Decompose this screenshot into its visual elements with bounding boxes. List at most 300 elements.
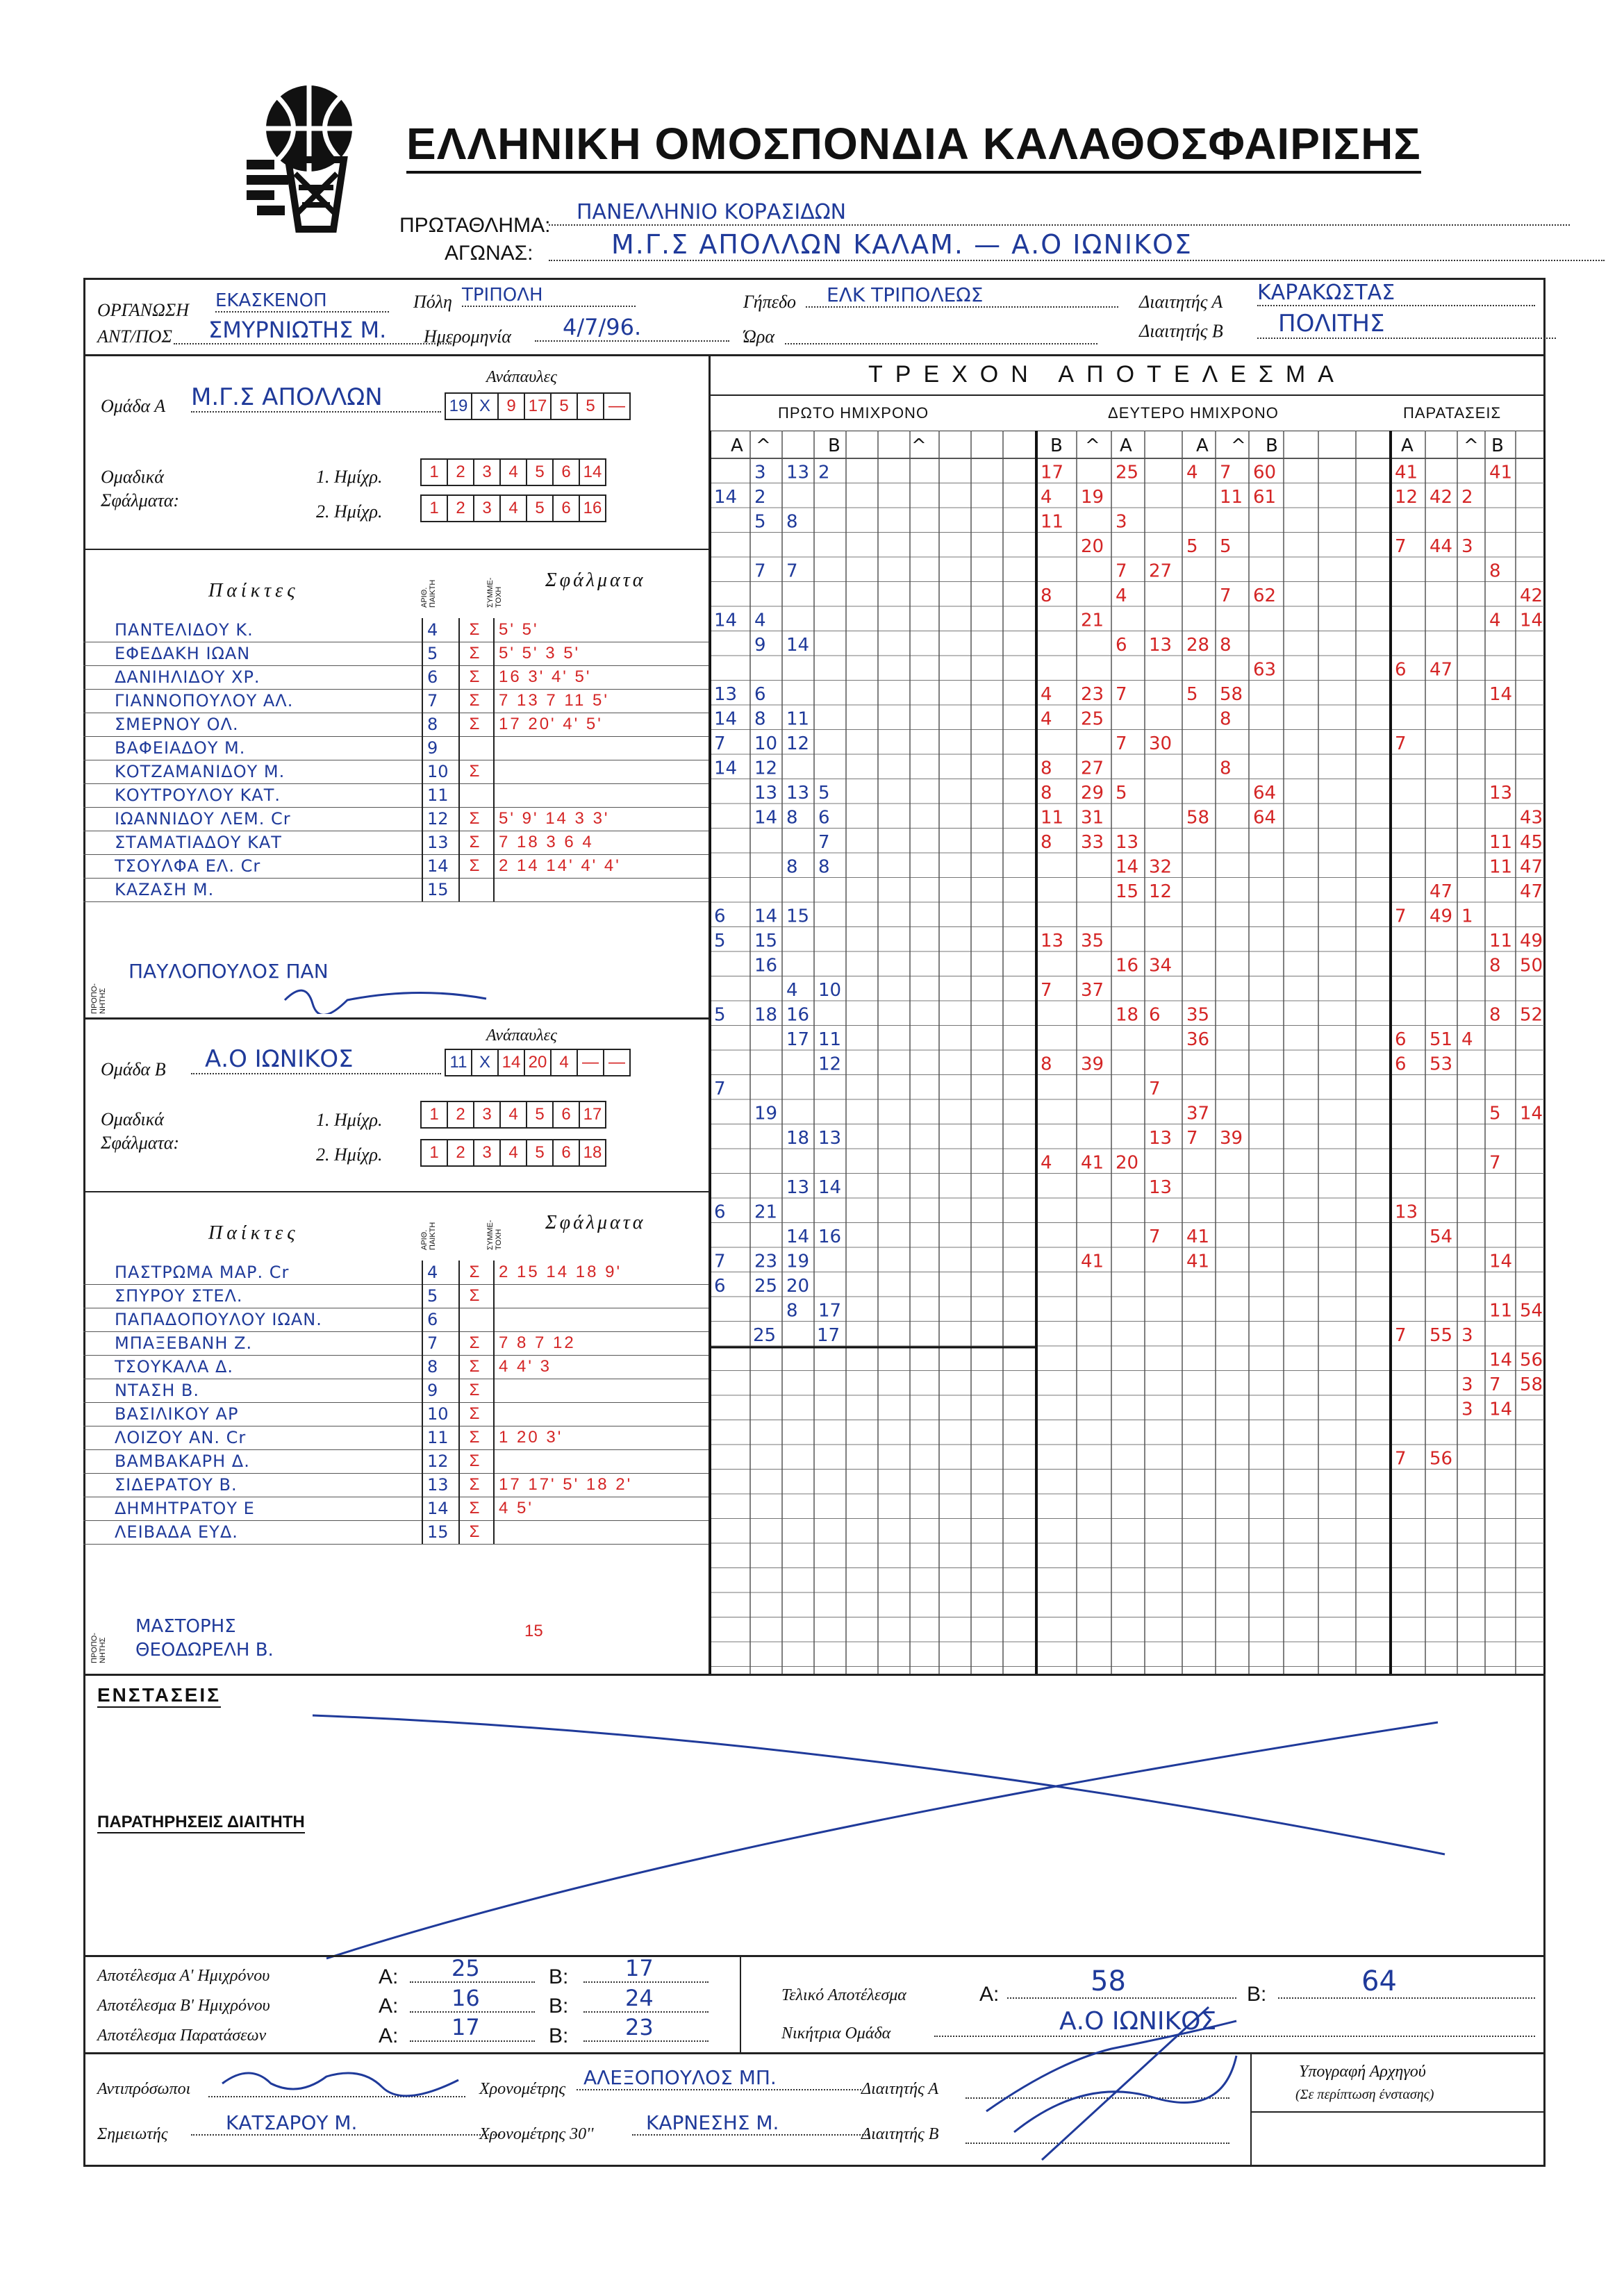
score-entry: 11 bbox=[818, 1029, 842, 1050]
score-entry: 14 bbox=[714, 487, 738, 508]
match-label: ΑΓΩΝΑΣ: bbox=[445, 242, 533, 265]
square-cell: 5 bbox=[526, 494, 554, 522]
player-row bbox=[83, 831, 709, 855]
running-score-grid bbox=[710, 431, 1546, 1674]
player-row bbox=[83, 878, 709, 902]
team-a-part-header: ΣΥΜΜΕ-ΤΟΧΗ bbox=[486, 577, 503, 608]
player-row bbox=[83, 783, 709, 808]
team-a-half1-fouls bbox=[420, 458, 605, 486]
square-cell: 2 bbox=[447, 1139, 474, 1167]
col-a-header: Α bbox=[1196, 435, 1209, 456]
player-fouls bbox=[493, 1379, 709, 1402]
player-number: 13 bbox=[422, 1473, 449, 1497]
player-name: ΔΑΝΙΗΛΙΔΟΥ ΧΡ. bbox=[115, 667, 260, 687]
player-name: ΣΠΥΡΟΥ ΣΤΕΛ. bbox=[115, 1286, 243, 1306]
score-entry: 20 bbox=[1116, 1152, 1139, 1174]
player-fouls: 5' 9' 14 3 3' bbox=[493, 807, 709, 831]
player-participation: Σ bbox=[458, 1473, 489, 1497]
half2-a-value: 16 bbox=[410, 1985, 535, 2013]
half1-b-label: Β: bbox=[549, 1965, 569, 1988]
player-participation: Σ bbox=[458, 1449, 489, 1473]
score-entry: 11 bbox=[1041, 807, 1064, 829]
player-number: 13 bbox=[422, 831, 449, 854]
protests-cross-out bbox=[299, 1695, 1480, 1972]
representatives-label: Αντιπρόσωποι bbox=[97, 2080, 191, 2098]
score-entry: 15 bbox=[786, 906, 810, 927]
player-participation: Σ bbox=[458, 1497, 489, 1520]
score-entry: 16 bbox=[754, 955, 778, 976]
ot-b-value: 23 bbox=[583, 2014, 709, 2042]
player-number: 5 bbox=[422, 1284, 449, 1308]
score-entry: 7 bbox=[1395, 906, 1407, 927]
divider bbox=[83, 1191, 709, 1192]
score-entry: 14 bbox=[714, 610, 738, 631]
player-name: ΒΑΦΕΙΑΔΟΥ Μ. bbox=[115, 738, 246, 758]
player-name: ΚΟΤΖΑΜΑΝΙΔΟΥ Μ. bbox=[115, 762, 285, 781]
score-entry: 13 bbox=[1149, 635, 1173, 656]
score-entry: 4 bbox=[786, 980, 798, 1001]
score-entry: 60 bbox=[1253, 462, 1277, 483]
col-a-header: Α bbox=[1120, 435, 1132, 456]
score-entry: 8 bbox=[1489, 1004, 1501, 1026]
score-entry: 8 bbox=[818, 856, 830, 878]
score-entry: 53 bbox=[1430, 1054, 1453, 1075]
score-entry: 37 bbox=[1186, 1103, 1210, 1124]
score-entry: 20 bbox=[1081, 536, 1104, 557]
team-b-half2-fouls bbox=[420, 1139, 605, 1167]
score-entry: 4 bbox=[1461, 1029, 1473, 1050]
player-name: ΛΕΙΒΑΔΑ ΕΥΔ. bbox=[115, 1522, 238, 1542]
score-entry: 35 bbox=[1081, 931, 1104, 951]
score-entry: 3 bbox=[1461, 1399, 1473, 1420]
score-entry: 8 bbox=[786, 511, 798, 533]
player-number: 8 bbox=[422, 1355, 449, 1379]
player-name: ΣΤΑΜΑΤΙΑΔΟΥ ΚΑΤ bbox=[115, 833, 282, 852]
player-row bbox=[83, 1426, 709, 1450]
col-a-header: Α bbox=[1401, 435, 1414, 456]
square-cell: 3 bbox=[473, 494, 501, 522]
player-fouls: 4 5' bbox=[493, 1497, 709, 1520]
score-entry: 7 bbox=[1220, 462, 1232, 483]
team-a-players-header: Παίκτες bbox=[208, 580, 299, 601]
col-b-header: Β bbox=[1050, 435, 1063, 456]
player-number: 8 bbox=[422, 713, 449, 736]
final-a-value: 58 bbox=[1007, 1965, 1236, 1999]
score-entry: 14 bbox=[714, 708, 738, 730]
score-entry: 13 bbox=[818, 1128, 842, 1149]
player-fouls bbox=[493, 1308, 709, 1331]
square-cell: — bbox=[577, 1049, 604, 1076]
score-entry: 5 bbox=[754, 511, 766, 533]
score-entry: 13 bbox=[1149, 1128, 1173, 1149]
referee-a-sign-label: Διαιτητής Α bbox=[861, 2080, 938, 2098]
team-a-coach-signature bbox=[278, 979, 500, 1017]
player-fouls bbox=[493, 760, 709, 783]
court-value: ΕΛΚ ΤΡΙΠΟΛΕΩΣ bbox=[806, 283, 1118, 308]
score-entry: 10 bbox=[818, 980, 842, 1001]
team-b-team-fouls-label: Ομαδικά Σφάλματα: bbox=[101, 1109, 180, 1153]
divider bbox=[740, 1955, 741, 2052]
player-name: ΒΑΜΒΑΚΑΡΗ Δ. bbox=[115, 1451, 250, 1471]
timekeeper-value: ΑΛΕΞΟΠΟΥΛΟΣ ΜΠ. bbox=[577, 2066, 861, 2090]
divider bbox=[1250, 2111, 1546, 2113]
square-cell: 3 bbox=[473, 458, 501, 486]
score-entry: 12 bbox=[1395, 487, 1418, 508]
player-fouls: 1 20 3' bbox=[493, 1426, 709, 1449]
player-number: 4 bbox=[422, 1261, 449, 1284]
score-entry: 5 bbox=[714, 1004, 726, 1026]
score-entry: 8 bbox=[1220, 635, 1232, 656]
time-value bbox=[785, 319, 1097, 344]
score-entry: 49 bbox=[1520, 931, 1543, 951]
score-entry: 13 bbox=[1041, 931, 1064, 951]
player-participation: Σ bbox=[458, 760, 489, 783]
score-entry: 64 bbox=[1253, 807, 1277, 829]
player-row bbox=[83, 1473, 709, 1497]
half1-b-value: 17 bbox=[583, 1955, 709, 1983]
score-entry: 13 bbox=[786, 1177, 810, 1198]
score-entry: 7 bbox=[1149, 1079, 1161, 1099]
score-entry: 41 bbox=[1395, 462, 1418, 483]
score-entry: 14 bbox=[1520, 1103, 1543, 1124]
score-entry: 6 bbox=[1395, 659, 1407, 681]
score-entry: 52 bbox=[1520, 1004, 1543, 1026]
player-participation: Σ bbox=[458, 1426, 489, 1449]
score-entry: 39 bbox=[1220, 1128, 1243, 1149]
player-row bbox=[83, 1497, 709, 1521]
score-entry: 3 bbox=[754, 462, 766, 483]
score-entry: 8 bbox=[1220, 758, 1232, 779]
player-row bbox=[83, 1449, 709, 1474]
square-cell: 5 bbox=[526, 1139, 554, 1167]
score-entry: 3 bbox=[1461, 1374, 1473, 1395]
first-half-header: ΠΡΩΤΟ ΗΜΙΧΡΟΝΟ bbox=[778, 404, 929, 422]
score-entry: 5 bbox=[714, 931, 726, 951]
score-entry: 8 bbox=[1041, 758, 1052, 779]
score-entry: 6 bbox=[714, 906, 726, 927]
player-row bbox=[83, 713, 709, 737]
score-entry: 6 bbox=[1149, 1004, 1161, 1026]
team-b-fouls-header: Σφάλματα bbox=[545, 1212, 646, 1233]
player-row bbox=[83, 1402, 709, 1426]
score-entry: 51 bbox=[1430, 1029, 1453, 1050]
score-entry: 44 bbox=[1430, 536, 1453, 557]
square-cell: 4 bbox=[499, 1101, 527, 1129]
score-entry: 11 bbox=[1041, 511, 1064, 533]
team-a-timeouts bbox=[445, 392, 629, 420]
player-row bbox=[83, 760, 709, 784]
score-entry: 5 bbox=[1220, 536, 1232, 557]
score-entry: 3 bbox=[1461, 1325, 1473, 1346]
final-b-value: 64 bbox=[1278, 1965, 1535, 1999]
score-entry: 5 bbox=[1186, 684, 1198, 705]
player-fouls bbox=[493, 878, 709, 901]
score-entry: 4 bbox=[1041, 487, 1052, 508]
team-a-half2-label: 2. Ημίχρ. bbox=[316, 501, 383, 522]
score-entry: 36 bbox=[1186, 1029, 1210, 1050]
player-number: 12 bbox=[422, 1449, 449, 1473]
score-entry: 58 bbox=[1220, 684, 1243, 705]
square-cell: 4 bbox=[499, 1139, 527, 1167]
player-name: ΤΣΟΥΚΑΛΑ Δ. bbox=[115, 1357, 234, 1376]
score-entry: 4 bbox=[1489, 610, 1501, 631]
player-row bbox=[83, 1379, 709, 1403]
player-number: 9 bbox=[422, 1379, 449, 1402]
divider bbox=[83, 1955, 1546, 1957]
square-cell: 4 bbox=[499, 458, 527, 486]
score-entry: 7 bbox=[1116, 684, 1127, 705]
team-a-half1-label: 1. Ημίχρ. bbox=[316, 467, 383, 487]
score-entry: 17 bbox=[1041, 462, 1064, 483]
square-cell: 5 bbox=[550, 392, 578, 420]
player-number: 15 bbox=[422, 1520, 449, 1544]
final-result-label: Τελικό Αποτέλεσμα bbox=[781, 1986, 906, 2004]
score-entry: 8 bbox=[786, 1300, 798, 1322]
player-name: ΔΗΜΗΤΡΑΤΟΥ Ε bbox=[115, 1499, 255, 1518]
team-a-coach: ΠΑΥΛΟΠΟΥΛΟΣ ΠΑΝ bbox=[129, 960, 329, 983]
player-fouls bbox=[493, 783, 709, 807]
player-participation bbox=[458, 1308, 489, 1331]
score-entry: 5 bbox=[1186, 536, 1198, 557]
captain-sig-label: Υπογραφή Αρχηγού bbox=[1299, 2063, 1426, 2081]
col-arrow-header: ^ bbox=[1085, 435, 1100, 456]
player-participation: Σ bbox=[458, 689, 489, 713]
player-participation: Σ bbox=[458, 1520, 489, 1544]
player-name: ΕΦΕΔΑΚΗ ΙΩΑΝ bbox=[115, 644, 251, 663]
representatives-signature bbox=[208, 2063, 465, 2097]
square-cell: 9 bbox=[497, 392, 525, 420]
team-b-timeouts bbox=[445, 1049, 629, 1076]
score-entry: 29 bbox=[1081, 783, 1104, 804]
player-participation: Σ bbox=[458, 1379, 489, 1402]
score-entry: 20 bbox=[786, 1276, 810, 1297]
shot-clock-label: Χρονομέτρης 30'' bbox=[479, 2125, 594, 2143]
player-participation: Σ bbox=[458, 642, 489, 665]
team-b-part-header: ΣΥΜΜΕ-ΤΟΧΗ bbox=[486, 1220, 503, 1250]
score-entry: 4 bbox=[1041, 1152, 1052, 1174]
score-entry: 18 bbox=[786, 1128, 810, 1149]
score-entry: 56 bbox=[1430, 1448, 1453, 1470]
second-half-header: ΔΕΥΤΕΡΟ ΗΜΙΧΡΟΝΟ bbox=[1108, 404, 1279, 422]
score-entry: 8 bbox=[786, 807, 798, 829]
score-entry: 25 bbox=[1116, 462, 1139, 483]
player-row bbox=[83, 1355, 709, 1379]
score-entry: 2 bbox=[1461, 487, 1473, 508]
player-fouls: 2 15 14 18 9' bbox=[493, 1261, 709, 1284]
score-entry: 12 bbox=[754, 758, 778, 779]
score-entry: 7 bbox=[714, 1251, 726, 1272]
referee-b-sign-label: Διαιτητής Β bbox=[861, 2125, 939, 2143]
championship-label: ΠΡΩΤΑΘΛΗΜΑ: bbox=[399, 214, 551, 237]
score-entry: 39 bbox=[1081, 1054, 1104, 1075]
score-entry: 41 bbox=[1081, 1251, 1104, 1272]
score-entry: 13 bbox=[1149, 1177, 1173, 1198]
score-entry: 19 bbox=[786, 1251, 810, 1272]
col-arrow-header: ^ bbox=[1464, 435, 1479, 456]
divider bbox=[710, 394, 1546, 396]
col-a-header: Α bbox=[731, 435, 743, 456]
player-name: ΜΠΑΞΕΒΑΝΗ Ζ. bbox=[115, 1333, 253, 1353]
score-entry: 27 bbox=[1081, 758, 1104, 779]
square-cell: 20 bbox=[524, 1049, 552, 1076]
score-entry: 5 bbox=[1116, 783, 1127, 804]
divider bbox=[83, 354, 1546, 356]
score-entry: 58 bbox=[1520, 1374, 1543, 1395]
scorer-value: ΚΑΤΣΑΡΟΥ Μ. bbox=[191, 2111, 500, 2136]
square-cell: 5 bbox=[526, 458, 554, 486]
score-entry: 54 bbox=[1520, 1300, 1543, 1322]
final-a-label: Α: bbox=[979, 1983, 1000, 2006]
score-entry: 41 bbox=[1186, 1226, 1210, 1247]
score-entry: 16 bbox=[786, 1004, 810, 1026]
team-a-label: Ομάδα Α bbox=[101, 396, 166, 416]
player-participation bbox=[458, 783, 489, 807]
player-row bbox=[83, 1331, 709, 1356]
score-entry: 28 bbox=[1186, 635, 1210, 656]
player-fouls: 5' 5' bbox=[493, 618, 709, 642]
score-entry: 14 bbox=[714, 758, 738, 779]
col-arrow-header: ^ bbox=[911, 435, 927, 456]
shot-clock-value: ΚΑΡΝΕΣΗΣ Μ. bbox=[632, 2111, 868, 2136]
score-entry: 7 bbox=[714, 733, 726, 754]
score-entry: 43 bbox=[1520, 807, 1543, 829]
score-entry: 7 bbox=[1395, 1448, 1407, 1470]
score-entry: 17 bbox=[786, 1029, 810, 1050]
square-cell: 2 bbox=[447, 458, 474, 486]
score-entry: 16 bbox=[818, 1226, 842, 1247]
player-number: 5 bbox=[422, 642, 449, 665]
player-number: 10 bbox=[422, 760, 449, 783]
square-cell: 4 bbox=[550, 1049, 578, 1076]
score-entry: 14 bbox=[1116, 856, 1139, 878]
representative-label: ΑΝΤ/ΠΟΣ bbox=[97, 326, 172, 347]
score-entry: 4 bbox=[1116, 585, 1127, 606]
square-cell: 3 bbox=[473, 1101, 501, 1129]
score-entry: 6 bbox=[818, 807, 830, 829]
team-a-half2-fouls bbox=[420, 494, 605, 522]
score-entry: 55 bbox=[1430, 1325, 1453, 1346]
player-number: 15 bbox=[422, 878, 449, 901]
half2-a-label: Α: bbox=[379, 1995, 399, 2018]
half2-b-label: Β: bbox=[549, 1995, 569, 2018]
referee-a-value: ΚΑΡΑΚΩΣΤΑΣ bbox=[1257, 281, 1535, 306]
player-row bbox=[83, 642, 709, 666]
score-entry: 14 bbox=[786, 1226, 810, 1247]
player-row bbox=[83, 1520, 709, 1545]
player-name: ΚΑΖΑΣΗ Μ. bbox=[115, 880, 215, 899]
player-name: ΠΑΣΤΡΩΜΑ ΜΑΡ. Cr bbox=[115, 1263, 290, 1282]
referee-b-label: Διαιτητής Β bbox=[1139, 321, 1223, 341]
protests-label: ΕΝΣΤΑΣΕΙΣ bbox=[97, 1684, 221, 1708]
score-entry: 8 bbox=[786, 856, 798, 878]
city-value: ΤΡΙΠΟΛΗ bbox=[462, 285, 636, 307]
team-b-coach-note: 15 bbox=[524, 1622, 543, 1640]
referee-signature-scribble bbox=[972, 1993, 1250, 2174]
square-cell: 14 bbox=[579, 458, 606, 486]
score-entry: 14 bbox=[1489, 1399, 1513, 1420]
divider bbox=[83, 1674, 1546, 1676]
col-b-header: Β bbox=[1491, 435, 1504, 456]
col-arrow-header: ^ bbox=[1231, 435, 1246, 456]
score-entry: 7 bbox=[1489, 1152, 1501, 1174]
square-cell: 11 bbox=[445, 1049, 472, 1076]
col-b-header: Β bbox=[828, 435, 840, 456]
square-cell: 3 bbox=[473, 1139, 501, 1167]
score-entry: 23 bbox=[1081, 684, 1104, 705]
score-entry: 45 bbox=[1520, 832, 1543, 853]
score-entry: 8 bbox=[1220, 708, 1232, 730]
player-number: 14 bbox=[422, 1497, 449, 1520]
score-entry: 18 bbox=[754, 1004, 778, 1026]
score-entry: 47 bbox=[1430, 881, 1453, 902]
basketball-icon bbox=[240, 83, 358, 236]
score-entry: 4 bbox=[1041, 708, 1052, 730]
player-row bbox=[83, 1284, 709, 1308]
score-entry: 62 bbox=[1253, 585, 1277, 606]
score-entry: 13 bbox=[786, 462, 810, 483]
player-row bbox=[83, 1308, 709, 1332]
score-entry: 41 bbox=[1081, 1152, 1104, 1174]
score-entry: 11 bbox=[1489, 856, 1513, 878]
overtime-header: ΠΑΡΑΤΑΣΕΙΣ bbox=[1403, 404, 1502, 422]
divider bbox=[83, 549, 709, 550]
score-entry: 7 bbox=[1041, 980, 1052, 1001]
score-entry: 4 bbox=[754, 610, 766, 631]
city-label: Πόλη bbox=[413, 292, 452, 312]
score-entry: 58 bbox=[1186, 807, 1210, 829]
score-entry: 6 bbox=[1395, 1054, 1407, 1075]
score-entry: 12 bbox=[786, 733, 810, 754]
ot-b-label: Β: bbox=[549, 2024, 569, 2047]
square-cell: 5 bbox=[526, 1101, 554, 1129]
score-entry: 14 bbox=[786, 635, 810, 656]
score-entry: 32 bbox=[1149, 856, 1173, 878]
score-entry: 7 bbox=[1186, 1128, 1198, 1149]
col-b-header: Β bbox=[1266, 435, 1278, 456]
score-entry: 2 bbox=[754, 487, 766, 508]
player-name: ΝΤΑΣΗ Β. bbox=[115, 1381, 199, 1400]
player-number: 14 bbox=[422, 854, 449, 878]
score-entry: 11 bbox=[786, 708, 810, 730]
score-entry: 8 bbox=[1041, 1054, 1052, 1075]
square-cell: X bbox=[471, 392, 499, 420]
square-cell: 2 bbox=[447, 1101, 474, 1129]
score-entry: 7 bbox=[1489, 1374, 1501, 1395]
referee-a-label: Διαιτητής Α bbox=[1139, 292, 1223, 312]
divider bbox=[83, 2052, 1546, 2054]
score-entry: 14 bbox=[754, 906, 778, 927]
championship-value: ΠΑΝΕΛΛΗΝΙΟ ΚΟΡΑΣΙΔΩΝ bbox=[549, 200, 1570, 226]
score-entry: 13 bbox=[754, 783, 778, 804]
player-fouls: 7 8 7 12 bbox=[493, 1331, 709, 1355]
player-number: 12 bbox=[422, 807, 449, 831]
player-participation: Σ bbox=[458, 1331, 489, 1355]
player-fouls: 17 17' 5' 18 2' bbox=[493, 1473, 709, 1497]
score-entry: 8 bbox=[754, 708, 766, 730]
scorer-label: Σημειωτής bbox=[97, 2125, 168, 2143]
player-fouls: 5' 5' 3 5' bbox=[493, 642, 709, 665]
score-entry: 21 bbox=[754, 1201, 778, 1223]
score-entry: 8 bbox=[1489, 955, 1501, 976]
score-entry: 4 bbox=[1186, 462, 1198, 483]
player-fouls bbox=[493, 1284, 709, 1308]
square-cell: 16 bbox=[579, 494, 606, 522]
player-row bbox=[83, 1261, 709, 1285]
player-fouls: 4 4' 3 bbox=[493, 1355, 709, 1379]
player-name: ΒΑΣΙΛΙΚΟΥ ΑΡ bbox=[115, 1404, 239, 1424]
score-entry: 35 bbox=[1186, 1004, 1210, 1026]
square-cell: 5 bbox=[577, 392, 604, 420]
